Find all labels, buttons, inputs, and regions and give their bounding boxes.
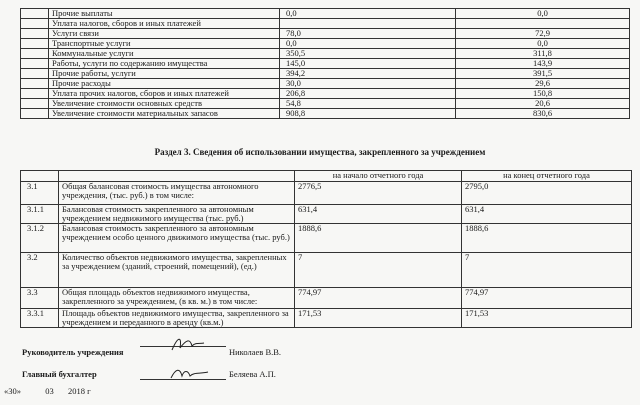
expense-row (21, 89, 630, 99)
row-number-cell (21, 19, 49, 29)
property-row-description: Площадь объектов недвижимого имущества, закрепленного за учреждением и переданного в аренду (кв.м.) (59, 309, 295, 328)
expense-row (21, 19, 630, 29)
property-row-end-value: 7 (462, 253, 632, 288)
expense-end-value: 0,0 (456, 9, 630, 19)
date (4, 386, 91, 396)
expense-row (21, 39, 630, 49)
expense-end-value (456, 19, 630, 29)
section-title: Раздел 3. Сведения об использовании имущества, закрепленного за учреждением (154, 147, 486, 157)
property-row-number: 3.3 (21, 288, 59, 309)
property-row-number: 3.3.1 (21, 309, 59, 328)
property-row (21, 288, 632, 309)
header-end-year: на конец отчетного года (462, 171, 632, 182)
expense-start-value: 0,0 (280, 9, 456, 19)
row-number-cell (21, 99, 49, 109)
property-row-number: 3.1.1 (21, 205, 59, 224)
expense-start-value: 394,2 (280, 69, 456, 79)
property-row-end-value: 1888,6 (462, 224, 632, 253)
property-row-description: Балансовая стоимость закрепленного за автономным учреждением особо ценного движимого имущества (тыс. руб.) (59, 224, 295, 253)
expense-row (21, 49, 630, 59)
expense-label: Увеличение стоимости материальных запасов (49, 109, 280, 119)
property-row-start-value: 7 (295, 253, 462, 288)
expense-row (21, 9, 630, 19)
expense-label: Прочие расходы (49, 79, 280, 89)
date-month: 03 (45, 386, 54, 396)
property-row-description: Общая балансовая стоимость имущества автономного учреждения, (тыс. руб.) в том числе: (59, 182, 295, 205)
expense-start-value: 350,5 (280, 49, 456, 59)
property-row-start-value: 774,97 (295, 288, 462, 309)
property-row-start-value: 2776,5 (295, 182, 462, 205)
property-row-end-value: 774,97 (462, 288, 632, 309)
expense-end-value: 20,6 (456, 99, 630, 109)
expense-label: Прочие работы, услуги (49, 69, 280, 79)
header-start-year: на начало отчетного года (295, 171, 462, 182)
head-title: Руководитель учреждения (22, 347, 124, 357)
expense-row (21, 99, 630, 109)
property-table (20, 170, 632, 328)
expense-end-value: 311,8 (456, 49, 630, 59)
expense-label: Уплата налогов, сборов и иных платежей (49, 19, 280, 29)
expense-start-value: 0,0 (280, 39, 456, 49)
property-row-number: 3.1 (21, 182, 59, 205)
property-row-end-value: 631,4 (462, 205, 632, 224)
property-row (21, 182, 632, 205)
expense-label: Увеличение стоимости основных средств (49, 99, 280, 109)
property-row (21, 253, 632, 288)
row-number-cell (21, 89, 49, 99)
row-number-cell (21, 59, 49, 69)
expense-label: Транспортные услуги (49, 39, 280, 49)
expense-start-value (280, 19, 456, 29)
expense-end-value: 29,6 (456, 79, 630, 89)
property-row-description: Балансовая стоимость закрепленного за автономным учреждением недвижимого имущества (тыс. руб.) (59, 205, 295, 224)
expense-start-value: 30,0 (280, 79, 456, 89)
property-row (21, 205, 632, 224)
date-year: 2018 г (68, 386, 91, 396)
expense-label: Работы, услуги по содержанию имущества (49, 59, 280, 69)
row-number-cell (21, 69, 49, 79)
row-number-cell (21, 39, 49, 49)
expense-row (21, 29, 630, 39)
property-row-number: 3.1.2 (21, 224, 59, 253)
row-number-cell (21, 29, 49, 39)
property-row-end-value: 171,53 (462, 309, 632, 328)
property-row-start-value: 1888,6 (295, 224, 462, 253)
expense-end-value: 0,0 (456, 39, 630, 49)
property-row-number: 3.2 (21, 253, 59, 288)
expense-row (21, 109, 630, 119)
row-number-cell (21, 79, 49, 89)
expense-start-value: 206,8 (280, 89, 456, 99)
accountant-name: Беляева А.П. (229, 369, 276, 379)
accountant-signature-scribble (168, 364, 212, 384)
expense-label: Коммунальные услуги (49, 49, 280, 59)
row-number-cell (21, 109, 49, 119)
property-row (21, 224, 632, 253)
expenses-table (20, 8, 630, 119)
expense-end-value: 830,6 (456, 109, 630, 119)
head-signature-scribble (168, 334, 208, 354)
expense-label: Прочие выплаты (49, 9, 280, 19)
accountant-title: Главный бухгалтер (22, 369, 97, 379)
expense-end-value: 72,9 (456, 29, 630, 39)
expense-start-value: 145,0 (280, 59, 456, 69)
property-table-header (21, 171, 632, 182)
property-row-start-value: 631,4 (295, 205, 462, 224)
expense-end-value: 391,5 (456, 69, 630, 79)
expense-start-value: 78,0 (280, 29, 456, 39)
property-row-description: Количество объектов недвижимого имущества, закрепленных за учреждением (зданий, строений, помещений), (ед.) (59, 253, 295, 288)
row-number-cell (21, 9, 49, 19)
expense-row (21, 59, 630, 69)
expense-row (21, 79, 630, 89)
expense-label: Уплата прочих налогов, сборов и иных платежей (49, 89, 280, 99)
expense-end-value: 143,9 (456, 59, 630, 69)
expense-start-value: 908,8 (280, 109, 456, 119)
head-name: Николаев В.В. (229, 347, 282, 357)
date-day: «30» (4, 386, 21, 396)
row-number-cell (21, 49, 49, 59)
property-row-description: Общая площадь объектов недвижимого имущества, закрепленного за учреждением, (в кв. м.) в том числе: (59, 288, 295, 309)
expense-end-value: 150,8 (456, 89, 630, 99)
expense-row (21, 69, 630, 79)
expense-label: Услуги связи (49, 29, 280, 39)
property-row-end-value: 2795,0 (462, 182, 632, 205)
expense-start-value: 54,8 (280, 99, 456, 109)
property-row-start-value: 171,53 (295, 309, 462, 328)
property-row (21, 309, 632, 328)
